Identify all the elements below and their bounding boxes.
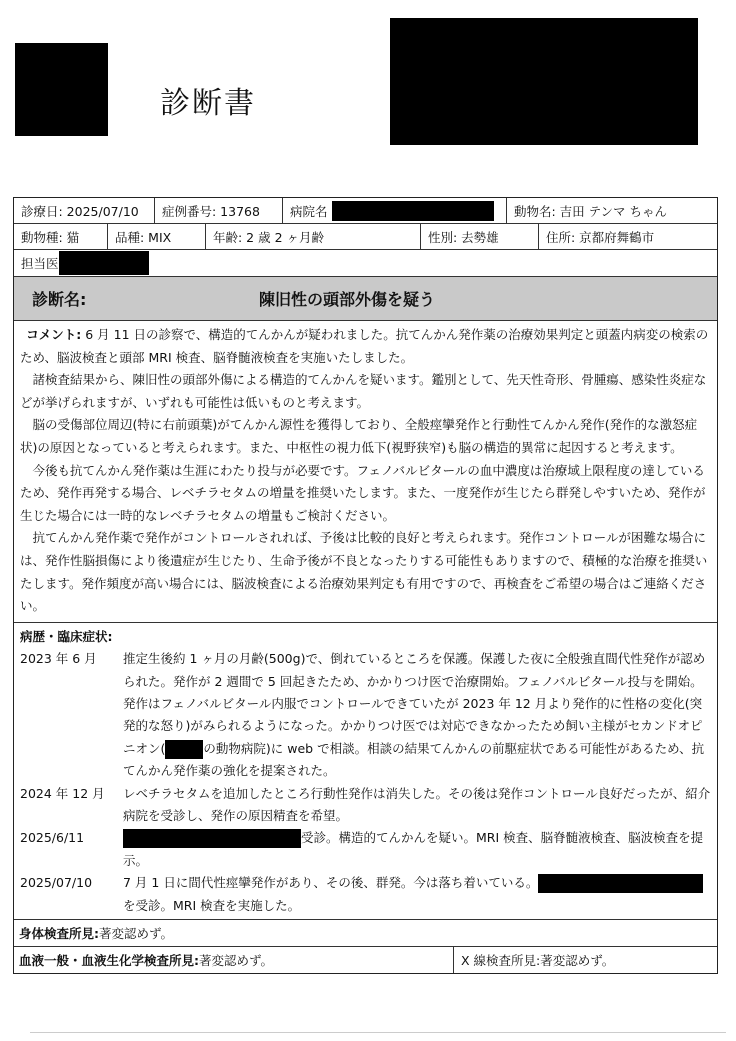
redacted-hospital-name xyxy=(332,201,494,221)
history-entry xyxy=(20,827,711,872)
comment-paragraph: 抗てんかん発作薬で発作がコントロールされれば、予後は比較的良好と考えられます。発作コントロールが困難な場合には、発作性脳損傷により後遺症が生じたり、生命予後が不良となったりする可能性もありますので、積極的な治療を推奨いたします。発作頻度が高い場合には、脳波検査による治療効果判定も有用ですので、再検査をご希望の場合はご連絡ください。 xyxy=(20,530,708,614)
xray-label: X 線検査所見: xyxy=(461,953,541,968)
redacted-doctor-name xyxy=(59,251,149,275)
physical-exam-row xyxy=(14,920,717,947)
diagnosis-row xyxy=(14,277,717,321)
hospital-label: 病院名 xyxy=(290,203,328,219)
address: 住所: 京都府舞鶴市 xyxy=(546,229,655,245)
history-date: 2024 年 12 月 xyxy=(20,785,105,801)
redacted-hospital-info xyxy=(390,18,698,145)
age: 年齢: 2 歳 2 ヶ月齢 xyxy=(206,224,421,249)
certificate-form xyxy=(13,197,718,974)
history-entry xyxy=(20,648,711,782)
blood-test-label: 血液一般・血液生化学検査所見: xyxy=(19,953,199,968)
blood-test-value: 著変認めず。 xyxy=(199,953,274,968)
history-date: 2025/07/10 xyxy=(20,875,93,891)
xray-value: 著変認めず。 xyxy=(540,953,615,968)
physical-exam-value: 著変認めず。 xyxy=(99,926,174,941)
history-label: 病歴・臨床症状: xyxy=(20,628,113,644)
doctor xyxy=(14,250,717,276)
comment-paragraph: 今後も抗てんかん発作薬は生涯にわたり投与が必要です。フェノバルビタールの血中濃度は治療域上限程度の達しているため、発作再発する場合、レベチラセタムの増量を推奨いたします。また、一度発作が生じたら群発しやすいため、発作が生じた場合には一時的なレベチラセタムの増量もご検討ください。 xyxy=(20,462,706,523)
physical-exam-label: 身体検査所見: xyxy=(19,926,99,941)
redacted-text xyxy=(123,829,301,848)
history-date: 2025/6/11 xyxy=(20,830,85,846)
header-row-1 xyxy=(14,198,717,224)
diagnosis-value: 陳旧性の頭部外傷を疑う xyxy=(259,290,436,309)
history-text: 受診。構造的てんかんを疑い。MRI 検査、脳脊髄液検査、脳波検査を提示。 xyxy=(123,830,704,868)
blood-test xyxy=(14,947,454,973)
comment-paragraph: 諸検査結果から、陳旧性の頭部外傷による構造的てんかんを疑います。鑑別として、先天性奇形、骨腫瘍、感染性炎症などが挙げられますが、いずれも可能性は低いものと考えます。 xyxy=(20,372,707,410)
hospital-name xyxy=(283,198,507,223)
xray xyxy=(454,947,717,973)
header-row-2 xyxy=(14,224,717,250)
redacted-text xyxy=(165,740,203,759)
history-text: 7 月 1 日に間代性痙攣発作があり、その後、群発。今は落ち着いている。 xyxy=(123,875,539,891)
history-text: を受診。MRI 検査を実施した。 xyxy=(123,897,301,913)
doctor-row xyxy=(14,250,717,277)
comment-paragraph: 脳の受傷部位周辺(特に右前頭葉)がてんかん源性を獲得しており、全般痙攣発作と行動性てんかん発作(発作的な激怒症状)の原因となっていると考えられます。また、中枢性の視力低下(視野狭窄)も脳の構造的異常に起因すると考えます。 xyxy=(20,417,698,455)
sex: 性別: 去勢雄 xyxy=(421,224,539,249)
diagnosis-label: 診断名: xyxy=(32,290,87,309)
history-text: の動物病院)に web で相談。相談の結果てんかんの前駆症状である可能性があるため、抗てんかん発作薬の強化を提案された。 xyxy=(123,740,705,779)
scan-edge-line xyxy=(30,1032,726,1033)
document-title: 診断書 xyxy=(160,86,256,121)
animal-name: 動物名: 吉田 テンマ ちゃん xyxy=(514,203,668,219)
physical-exam xyxy=(14,920,717,946)
breed: 品種: MIX xyxy=(108,224,206,249)
exam-date: 診療日: 2025/07/10 xyxy=(14,198,155,223)
history-entry xyxy=(20,872,711,917)
redacted-logo xyxy=(15,43,108,136)
species: 動物種: 猫 xyxy=(14,224,108,249)
history-text: レベチラセタムを追加したところ行動性発作は消失した。その後は発作コントロール良好だったが、紹介病院を受診し、発作の原因精査を希望。 xyxy=(123,785,711,823)
doctor-label: 担当医 xyxy=(21,256,59,271)
history-date: 2023 年 6 月 xyxy=(20,651,97,667)
case-number: 症例番号: 13768 xyxy=(155,198,283,223)
lab-row xyxy=(14,947,717,973)
comment-section xyxy=(14,321,717,623)
comment-label: コメント: xyxy=(26,327,82,342)
history-text: 推定生後約 1 ヶ月の月齢(500g)で、倒れているところを保護。保護した夜に全般強直間代性発作が認められた。発作が 2 週間で 5 回起きたため、かかりつけ医で治療開始。フェノバルビタール投与を開始。発作はフェノバルビタール内服でコントロールできていたが 2023 年 12 月より発作的に性格の変化(突発的な怒り)がみられるようになった。かかりつけ医では対応できなかったため飼い主様がセカンドオピニオン( xyxy=(123,651,706,756)
redacted-text xyxy=(538,874,703,893)
history-entry xyxy=(20,783,711,828)
history-section xyxy=(14,623,717,920)
comment-paragraph: 6 月 11 日の診察で、構造的てんかんが疑われました。抗てんかん発作薬の治療効果判定と頭蓋内病変の検索のため、脳波検査と頭部 MRI 検査、脳脊髄液検査を実施いたしました。 xyxy=(20,327,709,365)
